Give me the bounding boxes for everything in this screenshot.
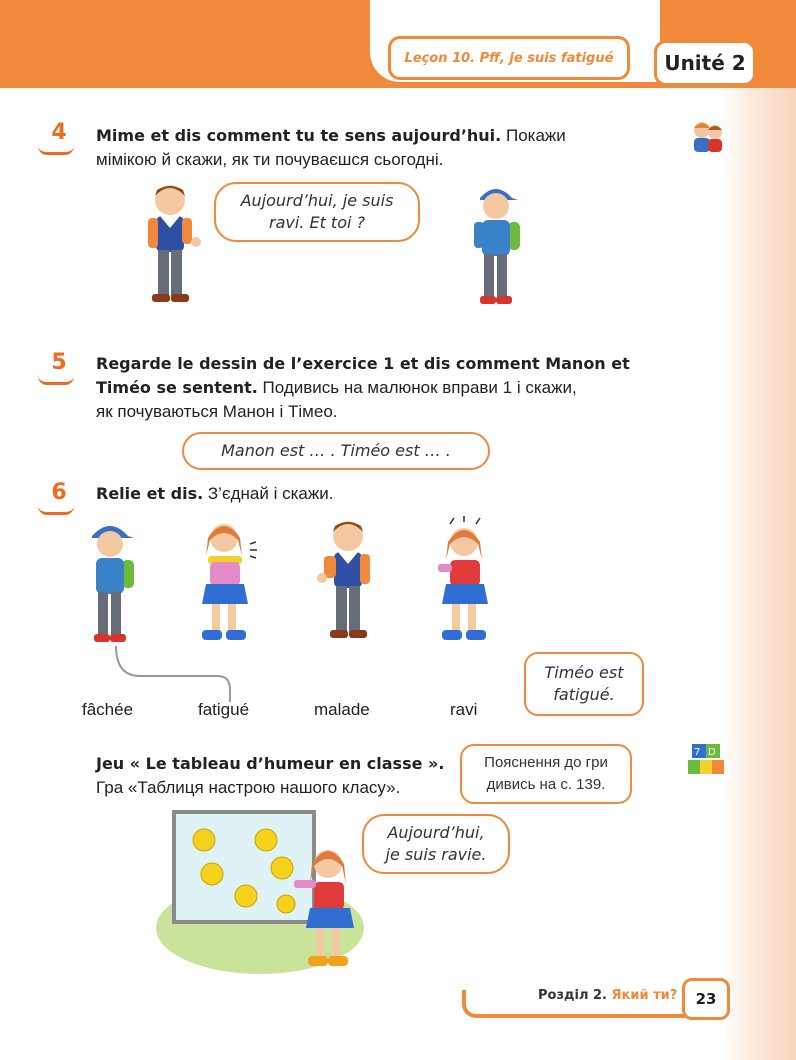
bubble-line: je suis ravie. — [385, 845, 487, 864]
svg-text:D: D — [708, 747, 716, 758]
happy-boy-illustration — [312, 516, 378, 648]
boy-illustration — [138, 180, 208, 310]
page-number: 23 — [682, 978, 730, 1020]
word-ravi: ravi — [450, 700, 478, 719]
connecting-line — [100, 646, 240, 706]
exercise-5-bold-1: Regarde le dessin de l’exercice 1 et dis comment Manon et — [96, 354, 630, 373]
word-malade: malade — [314, 700, 370, 719]
exercise-4-instruction — [96, 124, 616, 172]
side-gradient — [720, 0, 796, 1060]
exercise-4-bold: Mime et dis comment tu te sens aujourd’hui. — [96, 126, 502, 145]
exercise-5-line3: як почуваються Манон і Тімео. — [96, 402, 338, 421]
note-line: Пояснення до гри — [484, 754, 608, 771]
exercise-4-line2: мімікою й скажи, як ти почуваєшся сьогодні. — [96, 150, 444, 169]
exercise-number-6: 6 — [44, 478, 74, 508]
exercise-5-rest: Подивись на малюнок вправи 1 і скажи, — [262, 378, 577, 397]
note-line: дивись на с. 139. — [486, 776, 606, 793]
word-fachee: fâchée — [82, 700, 134, 719]
game-title: Jeu « Le tableau d’humeur en classe ». — [96, 754, 445, 773]
exercise-6-instruction — [96, 482, 616, 506]
exercise-5-instruction — [96, 352, 636, 424]
svg-text:7: 7 — [694, 747, 701, 758]
speech-bubble-ex6 — [524, 652, 644, 716]
bubble-line: Aujourd’hui, je suis — [240, 191, 394, 210]
pair-work-icon — [688, 116, 728, 156]
game-icon — [688, 742, 726, 784]
exercise-number-4: 4 — [44, 118, 74, 148]
bubble-line: Timéo est — [544, 663, 624, 682]
exercise-5-bold-2: Timéo se sentent. — [96, 378, 258, 397]
tired-boy-illustration — [80, 516, 140, 648]
game-instruction — [96, 752, 456, 800]
lesson-title: Leçon 10. Pff, je suis fatigué — [388, 36, 630, 80]
mood-board-scene — [156, 808, 366, 976]
exercise-6-rest: З’єднай і скажи. — [207, 484, 334, 503]
speech-bubble-game — [362, 814, 510, 874]
footer-section-label: Розділ 2. — [538, 988, 607, 1003]
bubble-line: Aujourd’hui, — [387, 823, 485, 842]
exercise-6-bold: Relie et dis. — [96, 484, 204, 503]
exercise-number-5: 5 — [44, 348, 74, 378]
sick-girl-illustration — [192, 516, 262, 648]
exercise-4-rest: Покажи — [505, 126, 566, 145]
footer-section-title: Який ти? — [611, 988, 678, 1003]
bubble-line: ravi. Et toi ? — [268, 213, 366, 232]
unit-label: Unité 2 — [654, 40, 756, 86]
speech-bubble-ex5: Manon est … . Timéo est … . — [182, 432, 490, 470]
speech-bubble-ex4 — [214, 182, 420, 242]
angry-girl-illustration — [430, 516, 496, 648]
game-line2: Гра «Таблиця настрою нашого класу». — [96, 778, 401, 797]
game-note — [460, 744, 632, 804]
footer-section — [538, 988, 677, 1003]
bubble-line: fatigué. — [553, 685, 615, 704]
boy-with-backpack-illustration — [466, 180, 526, 310]
word-fatigue: fatigué — [198, 700, 250, 719]
